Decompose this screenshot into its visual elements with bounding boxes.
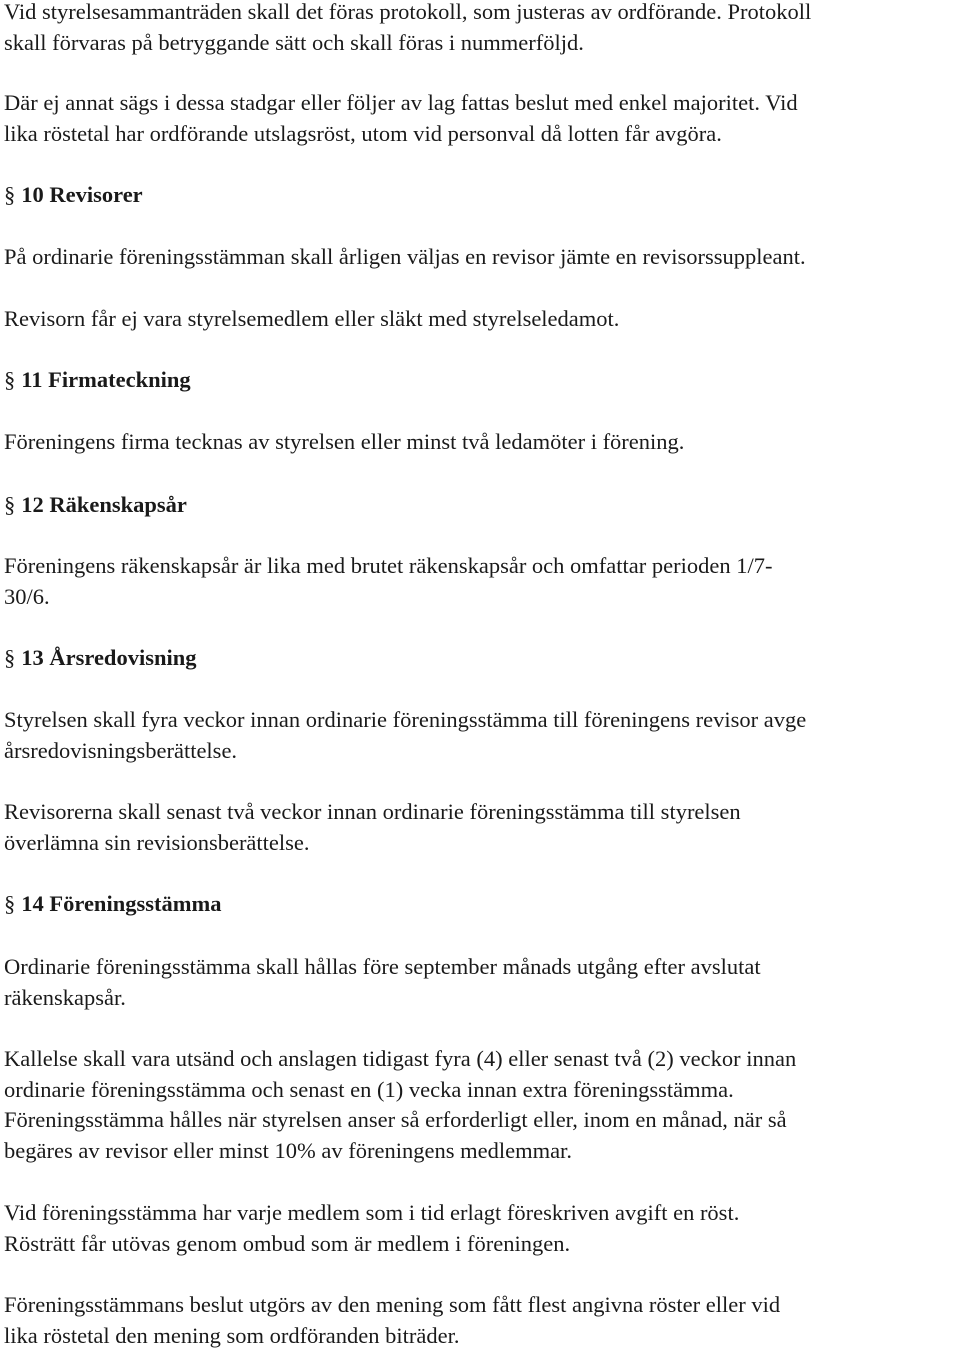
paragraph-arsredovisning	[4, 705, 806, 766]
text-line: Där ej annat sägs i dessa stadgar eller följer av lag fattas beslut med enkel majoritet. Vid	[4, 90, 798, 115]
text-line: lika röstetal har ordförande utslagsröst, utom vid personval då lotten får avgöra.	[4, 120, 722, 146]
section-heading-arsredovisning	[4, 643, 196, 674]
section-title: 13 Årsredovisning	[21, 645, 197, 670]
text-line: Föreningsstämma hålles när styrelsen anser så erforderligt eller, inom en månad, när så	[4, 1107, 787, 1132]
paragraph-beslut	[4, 88, 798, 149]
section-heading-foreningsstamma	[4, 889, 221, 920]
section-title: 11 Firmateckning	[21, 367, 191, 392]
text-line: Föreningens firma tecknas av styrelsen eller minst två ledamöter i förening.	[4, 429, 685, 454]
text-line: På ordinarie föreningsstämman skall årligen väljas en revisor jämte en revisorssuppleant.	[4, 244, 806, 269]
text-line: begäres av revisor eller minst 10% av föreningens medlemmar.	[4, 1137, 572, 1163]
section-heading-firmateckning	[4, 365, 191, 396]
section-symbol: §	[4, 891, 16, 916]
paragraph-rostratt	[4, 1198, 739, 1259]
text-line: 30/6.	[4, 583, 50, 609]
paragraph-ordinarie-stamma	[4, 952, 761, 1013]
section-symbol: §	[4, 492, 16, 517]
paragraph-protokoll	[4, 0, 811, 58]
section-symbol: §	[4, 645, 16, 670]
paragraph-revisionsberattelse	[4, 797, 741, 858]
section-symbol: §	[4, 367, 16, 392]
text-line: Föreningsstämmans beslut utgörs av den mening som fått flest angivna röster eller vid	[4, 1292, 781, 1317]
paragraph-stammobeslut	[4, 1290, 780, 1351]
text-line: skall förvaras på betryggande sätt och skall föras i nummerföljd.	[4, 29, 584, 55]
text-line: Vid föreningsstämma har varje medlem som i tid erlagt föreskriven avgift en röst.	[4, 1200, 740, 1225]
text-line: Rösträtt får utövas genom ombud som är medlem i föreningen.	[4, 1230, 571, 1256]
paragraph-kallelse	[4, 1044, 796, 1166]
section-heading-revisorer	[4, 180, 143, 211]
text-line: Revisorn får ej vara styrelsemedlem eller släkt med styrelseledamot.	[4, 306, 620, 331]
section-title: 10 Revisorer	[21, 182, 143, 207]
section-heading-rakenskapsar	[4, 490, 187, 521]
paragraph-firma	[4, 427, 684, 458]
text-line: ordinarie föreningsstämma och senast en (1) vecka innan extra föreningsstämma.	[4, 1076, 734, 1102]
text-line: Vid styrelsesammanträden skall det föras protokoll, som justeras av ordförande. Protokoll	[4, 0, 812, 24]
text-line: Föreningens räkenskapsår är lika med brutet räkenskapsår och omfattar perioden 1/7-	[4, 553, 773, 578]
text-line: räkenskapsår.	[4, 984, 126, 1010]
section-title: 12 Räkenskapsår	[21, 492, 187, 517]
text-line: Styrelsen skall fyra veckor innan ordinarie föreningsstämma till föreningens revisor avge	[4, 707, 807, 732]
paragraph-revisor-krav	[4, 304, 619, 335]
text-line: årsredovisningsberättelse.	[4, 737, 238, 763]
paragraph-rakenskapsar	[4, 551, 772, 612]
text-line: överlämna sin revisionsberättelse.	[4, 829, 310, 855]
text-line: lika röstetal den mening som ordföranden biträder.	[4, 1322, 460, 1348]
text-line: Ordinarie föreningsstämma skall hållas före september månads utgång efter avslutat	[4, 954, 761, 979]
text-line: Revisorerna skall senast två veckor innan ordinarie föreningsstämma till styrelsen	[4, 799, 741, 824]
paragraph-revisor-val	[4, 242, 806, 273]
text-line: Kallelse skall vara utsänd och anslagen tidigast fyra (4) eller senast två (2) veckor innan	[4, 1046, 797, 1071]
section-symbol: §	[4, 182, 16, 207]
section-title: 14 Föreningsstämma	[21, 891, 222, 916]
